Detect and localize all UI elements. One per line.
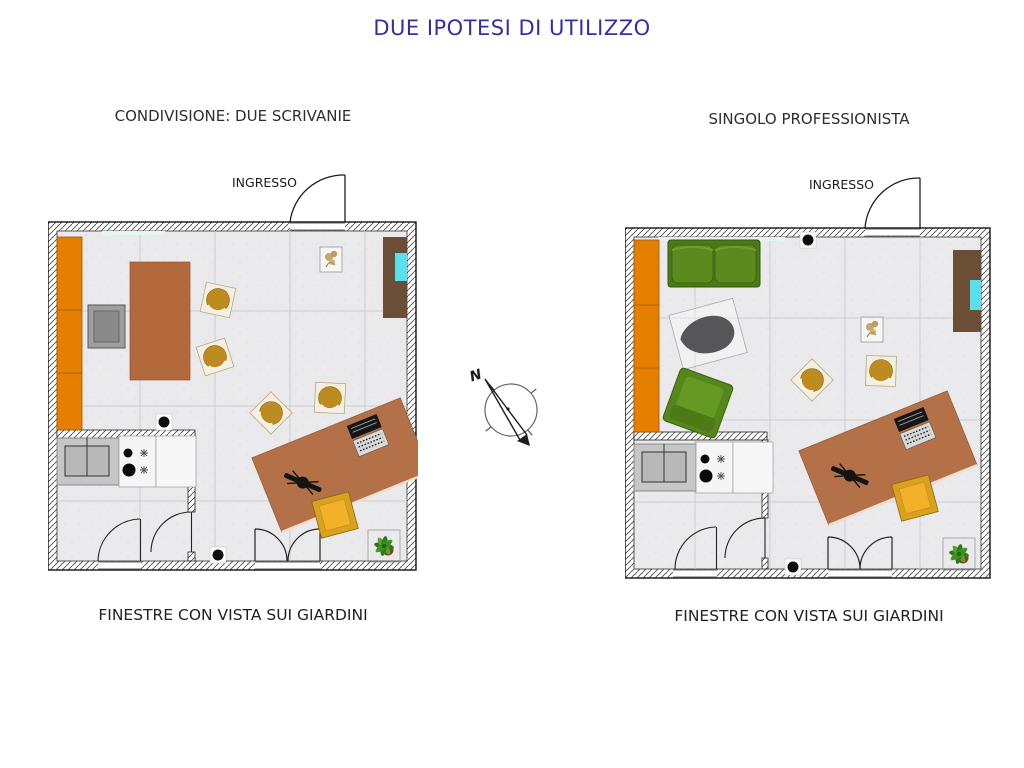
floorplan-right	[625, 170, 993, 582]
sofa	[668, 240, 760, 287]
entrance-opening-left	[290, 223, 345, 231]
left-entrance-label: INGRESSO	[232, 175, 298, 190]
desk-chair	[865, 355, 896, 386]
walls-left	[48, 222, 416, 570]
page-title: DUE IPOTESI DI UTILIZZO	[373, 16, 651, 40]
coat-stand	[861, 317, 883, 342]
right-plan-subtitle: SINGOLO PROFESSIONISTA	[708, 110, 910, 128]
orange-cabinet-right	[634, 240, 659, 432]
wardrobe-right	[953, 250, 981, 332]
entrance-door-right	[865, 178, 920, 228]
floor-left	[57, 231, 407, 561]
column-dot	[156, 414, 172, 430]
left-plan-caption: FINESTRE CON VISTA SUI GIARDINI	[98, 606, 368, 624]
orange-cabinet-left	[57, 237, 82, 430]
entrance-door-left	[290, 175, 345, 222]
entrance-opening-right	[865, 229, 920, 237]
floorplan-left	[48, 170, 418, 582]
right-entrance-label: INGRESSO	[809, 177, 875, 192]
coat-stand	[320, 247, 342, 272]
kitchenette-right	[634, 442, 773, 493]
compass	[464, 362, 560, 458]
column-dot	[210, 547, 226, 563]
right-plan-caption: FINESTRE CON VISTA SUI GIARDINI	[674, 607, 944, 625]
meeting-desk	[130, 262, 190, 380]
window-marker-left	[102, 231, 165, 235]
north-label: N	[467, 366, 484, 386]
kitchenette-left	[57, 436, 196, 487]
column-dot	[785, 559, 801, 575]
wardrobe-left	[383, 237, 407, 318]
column-dot	[800, 232, 816, 248]
desk-chair	[314, 382, 346, 414]
left-plan-subtitle: CONDIVISIONE: DUE SCRIVANIE	[114, 107, 352, 125]
desk-chair	[200, 282, 236, 318]
gray-chair	[88, 305, 125, 348]
